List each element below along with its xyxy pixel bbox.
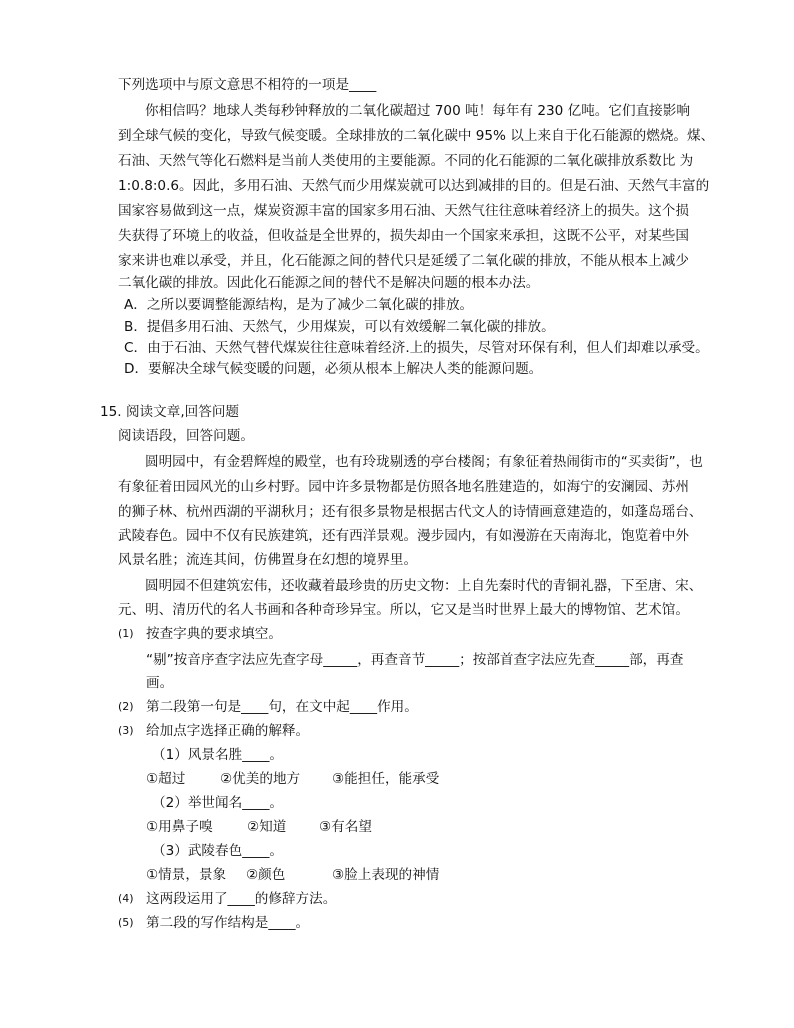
passage-line: 1:0.8:0.6。因此，多用石油、天然气而少用煤炭就可以达到减排的目的。但是石油、天然气丰富的 [118, 178, 710, 194]
item-label: （1）风景名胜____。 [152, 747, 283, 763]
choice: ①情景，景象 [146, 867, 227, 883]
subquestion-text: 给加点字选择正确的解释。 [146, 723, 310, 739]
passage-line: 二氧化碳的排放。因此化石能源之间的替代不是解决问题的根本办法。 [118, 275, 540, 291]
question-intro: 阅读语段，回答问题。 [118, 428, 254, 444]
passage-line: 圆明园不但建筑宏伟，还收藏着最珍贵的历史文物：上自先秦时代的青铜礼器，下至唐、宋、 [145, 578, 703, 594]
passage-line: 失获得了环境上的收益，但收益是全世界的，损失却由一个国家来承担，这既不公平，对某些国 [118, 228, 689, 244]
question-heading: 15. 阅读文章,回答问题 [100, 404, 240, 420]
subquestion-text: 第二段的写作结构是____。 [146, 915, 310, 931]
passage-line: 有象征着田园风光的山乡村野。园中许多景物都是仿照各地名胜建造的，如海宁的安澜园、苏州 [118, 479, 689, 495]
choice-row [146, 817, 372, 837]
subquestion-text: 第二段第一句是____句，在文中起____作用。 [146, 699, 418, 715]
passage-line: 圆明园中，有金碧辉煌的殿堂，也有玲珑剔透的亭台楼阁；有象征着热闹街市的“买卖街”，也 [145, 454, 703, 470]
subquestion-text: 按查字典的要求填空。 [146, 626, 282, 642]
passage-line: 元、明、清历代的名人书画和各种奇珍异宝。所以，它又是当时世界上最大的博物馆、艺术馆。 [118, 602, 689, 618]
subquestion-number: (4) [118, 892, 134, 905]
option-d: D．要解决全球气候变暖的问题，必须从根本上解决人类的能源问题。 [124, 361, 543, 377]
choice: ②优美的地方 [220, 771, 301, 787]
item-label: （3）武陵春色____。 [152, 843, 283, 859]
passage-line: 风景名胜；流连其间，仿佛置身在幻想的境界里。 [118, 552, 418, 568]
passage-line: 武陵春色。园中不仅有民族建筑，还有西洋景观。漫步园内，有如漫游在天南海北，饱览着中外 [118, 528, 689, 544]
subquestion-detail: 画。 [146, 675, 174, 691]
passage-line: 石油、天然气等化石燃料是当前人类使用的主要能源。不同的化石能源的二氧化碳排放系数比 为 [118, 153, 694, 169]
passage-line: 你相信吗？地球人类每秒钟释放的二氧化碳超过 700 吨！每年有 230 亿吨。它们直接影响 [145, 103, 690, 119]
passage-line: 到全球气候的变化，导致气候变暖。全球排放的二氧化碳中 95% 以上来自于化石能源的燃烧。煤、 [118, 128, 715, 144]
question-prompt: 下列选项中与原文意思不相符的一项是____ [118, 77, 377, 93]
choice: ③能担任，能承受 [332, 771, 440, 787]
option-c: C．由于石油、天然气替代煤炭往往意味着经济.上的损失，尽管对环保有利，但人们却难以承受。 [124, 340, 709, 356]
option-a: A．之所以要调整能源结构，是为了减少二氧化碳的排放。 [124, 297, 474, 313]
subquestion-number: (1) [118, 627, 134, 640]
passage-line: 家来讲也难以承受，并且，化石能源之间的替代只是延缓了二氧化碳的排放，不能从根本上减少 [118, 253, 689, 269]
subquestion-text: 这两段运用了____的修辞方法。 [146, 891, 337, 907]
passage-line: 国家容易做到这一点，煤炭资源丰富的国家多用石油、天然气往往意味着经济上的损失。这个损 [118, 203, 689, 219]
choice: ①超过 [146, 771, 186, 787]
choice-row [146, 769, 439, 789]
choice: ③脸上表现的神情 [332, 867, 440, 883]
choice: ②颜色 [246, 867, 286, 883]
subquestion-number: (3) [118, 724, 134, 737]
choice: ③有名望 [319, 819, 372, 835]
choice: ②知道 [247, 819, 287, 835]
item-label: （2）举世闻名____。 [152, 795, 283, 811]
subquestion-number: (5) [118, 916, 134, 929]
choice: ①用鼻子嗅 [146, 819, 213, 835]
choice-row [146, 865, 439, 885]
subquestion-detail: “剔”按音序查字法应先查字母_____，再查音节_____；按部首查字法应先查_____部，再查 [146, 652, 684, 668]
option-b: B．提倡多用石油、天然气，少用煤炭，可以有效缓解二氧化碳的排放。 [124, 319, 555, 335]
subquestion-number: (2) [118, 700, 134, 713]
passage-line: 的狮子林、杭州西湖的平湖秋月；还有很多景物是根据古代文人的诗情画意建造的，如蓬岛瑶台、 [118, 504, 703, 520]
